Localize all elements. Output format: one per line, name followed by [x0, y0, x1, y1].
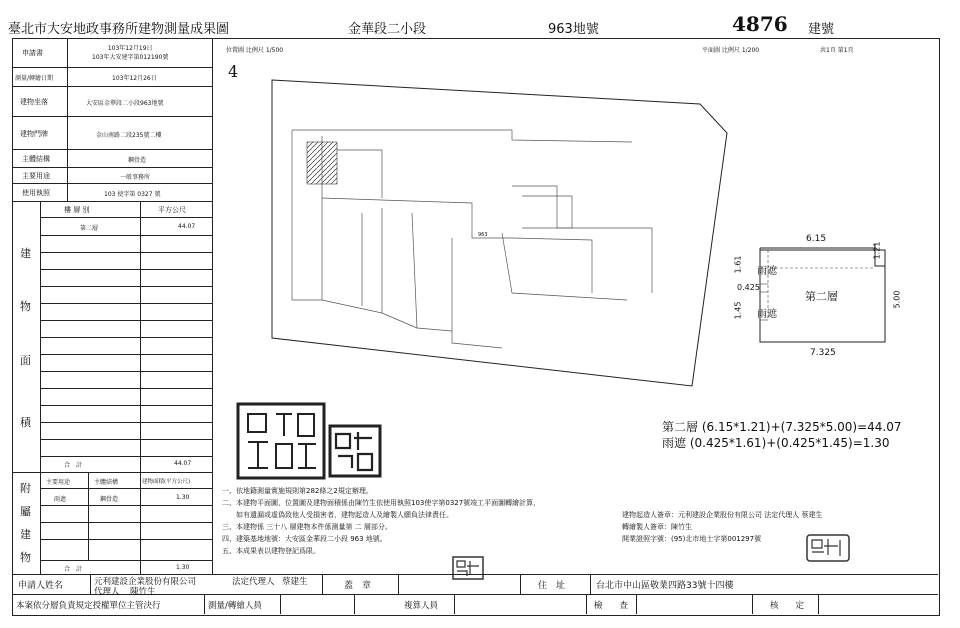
- area-side-char-3: 面: [20, 354, 31, 367]
- row-label-address: 建物門牌: [20, 130, 48, 138]
- area-total-value: 44.07: [174, 460, 192, 467]
- row-value-structure: 鋼骨造: [128, 157, 147, 164]
- building-number-suffix: 建號: [808, 22, 835, 37]
- note-3: 如有遺漏或虛偽致他人受損害者，建物起造人及繪製人願負法律責任。: [222, 511, 453, 519]
- land-number: 963地號: [548, 22, 599, 37]
- dim-left-b: 0.425: [737, 283, 760, 292]
- dim-top: 6.15: [806, 234, 827, 244]
- agent-label-2: 代理人: [94, 587, 120, 597]
- row-label-permit: 使用執照: [22, 189, 50, 197]
- dim-bottom: 7.325: [810, 348, 836, 358]
- note-1: 一、依地籍測量實施規則第282條之2規定辦理。: [222, 487, 373, 495]
- recheck-label: 複算人員: [404, 601, 439, 611]
- canopy-label-bottom: 雨遮: [757, 309, 777, 320]
- license-number: 開業證照字號：(95)北市地士字第001297號: [622, 535, 762, 543]
- building-number: 4876: [732, 12, 788, 36]
- row-label-survey-date: 測量/轉繪日期: [15, 75, 54, 82]
- annex-row-use: 雨遮: [54, 496, 67, 503]
- north-mark: 4: [228, 62, 239, 81]
- canopy-label-top: 雨遮: [757, 266, 777, 277]
- address-value: 台北市中山區敬業四路33號十四樓: [596, 581, 734, 591]
- floor-label: 第二層: [805, 290, 838, 303]
- row-value-application: 103年12月19日 103年大安建字第012190號: [92, 45, 169, 61]
- area-side-char-4: 積: [20, 416, 31, 429]
- note-4: 三、本建物係 三十八 層建物本件係測量第 二 層部分。: [222, 523, 392, 531]
- row-value-survey-date: 103年12月26日: [112, 75, 157, 82]
- row-label-application: 申請書: [22, 49, 43, 57]
- row-value-usage: 一般事務所: [120, 174, 151, 181]
- floor-plan-scale: 平面圖 比例尺 1/200: [702, 47, 760, 54]
- seal-label: 蓋 章: [344, 581, 372, 591]
- agent-label-1: 法定代理人: [232, 577, 275, 587]
- annex-total-label: 合 計: [64, 566, 83, 573]
- annex-header-struct: 主體結構: [94, 479, 119, 486]
- lot-number-label: 963: [478, 232, 488, 238]
- inspect-label: 檢 查: [594, 601, 629, 611]
- surveyor-label: 測量/轉繪人員: [208, 601, 262, 611]
- row-label-usage: 主要用途: [22, 172, 50, 180]
- drafter-signature: 轉繪製人簽章：陳竹生: [622, 523, 692, 531]
- drafter-seal: [806, 534, 850, 562]
- note-6: 五、本成果表以建物登記爲限。: [222, 547, 320, 555]
- annex-side-char-3: 建: [20, 528, 31, 541]
- agent-name-1: 蔡建生: [282, 577, 308, 587]
- annex-total-value: 1.30: [176, 564, 190, 571]
- area-formula-floor: 第二層 (6.15*1.21)+(7.325*5.00)=44.07: [662, 420, 902, 434]
- row-label-structure: 主體結構: [22, 155, 50, 163]
- builder-signature: 建物起造人簽章：元利建設企業股份有限公司 法定代理人 蔡建生: [622, 511, 823, 519]
- dim-left-a: 1.61: [733, 255, 743, 274]
- annex-side-char-1: 附: [20, 482, 31, 495]
- annex-header-area: 建物面積(平方公尺): [142, 479, 191, 485]
- area-header-floor: 樓 層 別: [64, 206, 90, 214]
- approve-label: 核 定: [770, 601, 805, 611]
- site-plan-drawing: [212, 38, 732, 398]
- area-row-value: 44.07: [178, 223, 196, 230]
- annex-side-char-2: 屬: [20, 505, 31, 518]
- registration-seal: [328, 424, 382, 478]
- note-5: 四、建築基地地號：大安區金華段二小段 963 地號。: [222, 535, 387, 543]
- dim-right: 5.00: [892, 290, 902, 309]
- note-2: 二、本建物平面圖，位置圖及建物面積係由陳竹生依使用執照103使字第0327號竣工平面圖轉繪計算，: [222, 499, 541, 507]
- area-formula-canopy: 雨遮 (0.425*1.61)+(0.425*1.45)=1.30: [662, 436, 890, 450]
- area-side-char-2: 物: [20, 300, 31, 313]
- row-value-permit: 103 使字第 0327 號: [104, 191, 161, 198]
- annex-header-use: 主要用途: [46, 479, 71, 486]
- section-name: 金華段二小段: [348, 22, 427, 37]
- dim-left-c: 1.45: [733, 301, 743, 320]
- area-total-label: 合 計: [64, 462, 83, 469]
- row-label-location: 建物坐落: [20, 98, 48, 106]
- area-row-floor: 第二層: [80, 225, 99, 232]
- applicant-company: 元利建設企業股份有限公司: [94, 577, 197, 587]
- row-value-location: 大安區金華段二小段963地號: [86, 100, 164, 107]
- agent-name-2: 陳竹生: [130, 587, 156, 597]
- annex-side-char-4: 物: [20, 551, 31, 564]
- office-title: 臺北市大安地政事務所建物測量成果圖: [8, 22, 230, 37]
- dim-right-small: 1.21: [872, 241, 882, 260]
- applicant-label: 申請人姓名: [18, 581, 64, 591]
- annex-row-struct: 鋼骨造: [100, 496, 119, 503]
- area-header-unit: 平方公尺: [158, 206, 186, 214]
- sheet-number: 共1頁 第1頁: [820, 47, 854, 54]
- authority-note: 本案依分層負責規定授權單位主管決行: [16, 601, 161, 611]
- address-label: 住 址: [538, 581, 566, 591]
- office-seal: [236, 402, 326, 480]
- row-value-address: 金山南路二段235號二樓: [96, 132, 162, 139]
- area-side-char-1: 建: [20, 247, 31, 260]
- annex-row-area: 1.30: [176, 494, 190, 501]
- footer-seal: [452, 556, 484, 580]
- site-plan-scale: 位置圖 比例尺 1/500: [226, 47, 284, 54]
